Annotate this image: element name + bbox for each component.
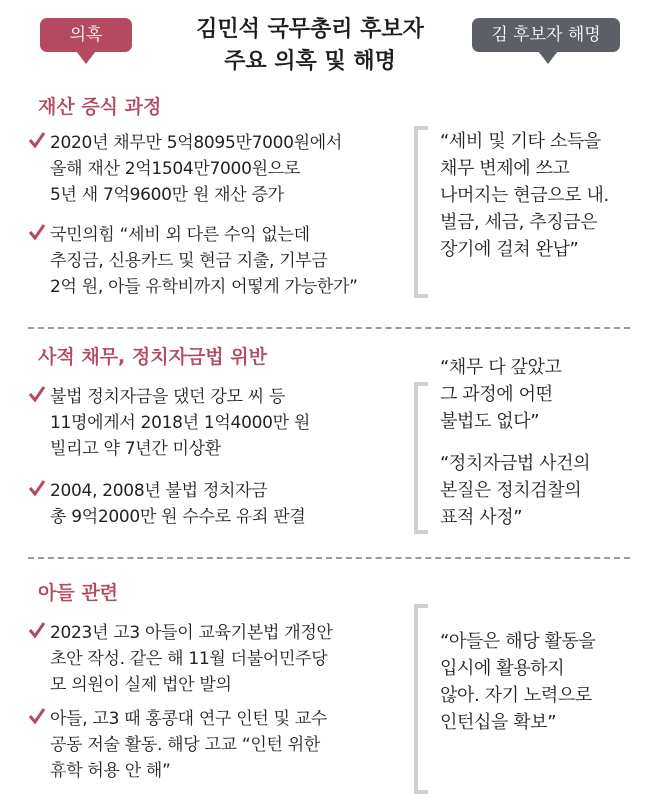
list-item <box>28 130 388 208</box>
explanation-quote: “정치자금법 사건의 본질은 정치검찰의 표적 사정” <box>440 453 591 528</box>
section-title: 아들 관련 <box>38 582 119 604</box>
list-item <box>28 478 388 530</box>
list-item <box>28 706 388 784</box>
item-text: 2004, 2008년 불법 정치자금 총 9억2000만 원 수수로 유죄 판결 <box>50 481 306 527</box>
section-title: 사적 채무, 정치자금법 위반 <box>38 346 267 368</box>
section-assets <box>0 92 658 322</box>
header <box>0 0 658 92</box>
quote-bracket <box>414 126 428 298</box>
explanation-quote: “세비 및 기타 소득을 채무 변제에 쓰고 나머지는 현금으로 내. 벌금, 세금, 추징금은 장기에 걸쳐 완납” <box>440 131 609 260</box>
checkmark-icon <box>28 707 46 725</box>
section-debt <box>0 342 658 542</box>
checkmark-icon <box>28 479 46 497</box>
checkmark-icon <box>28 621 46 639</box>
quote-bracket <box>414 604 428 794</box>
list-item <box>28 222 388 300</box>
section-divider <box>28 327 630 329</box>
section-son <box>0 578 658 808</box>
page-title <box>160 14 460 78</box>
quote-bracket <box>414 382 428 534</box>
allegation-badge: 의혹 <box>40 18 132 52</box>
section-title: 재산 증식 과정 <box>38 96 162 118</box>
item-text: 2023년 고3 아들이 교육기본법 개정안 초안 작성. 같은 해 11월 더불어민주당 모 의원이 실제 법안 발의 <box>50 623 333 695</box>
checkmark-icon <box>28 385 46 403</box>
title-line-2: 주요 의혹 및 해명 <box>224 49 396 74</box>
title-line-1: 김민석 국무총리 후보자 <box>196 17 424 42</box>
section-divider <box>28 557 630 559</box>
explanation-quote: “채무 다 갚았고 그 과정에 어떤 불법도 없다” <box>440 357 562 432</box>
checkmark-icon <box>28 223 46 241</box>
list-item <box>28 384 388 462</box>
item-text: 국민의힘 “세비 외 다른 수익 없는데 추징금, 신용카드 및 현금 지출, 기부금 2억 원, 아들 유학비까지 어떻게 가능한가” <box>50 225 358 297</box>
item-text: 2020년 채무만 5억8095만7000원에서 올해 재산 2억1504만7000원으로 5년 새 7억9600만 원 재산 증가 <box>50 133 343 205</box>
explanation-badge: 김 후보자 해명 <box>472 18 620 52</box>
list-item <box>28 620 388 698</box>
explanation-quote: “아들은 해당 활동을 입시에 활용하지 않아. 자기 노력으로 인턴십을 확보” <box>440 631 596 733</box>
checkmark-icon <box>28 131 46 149</box>
item-text: 불법 정치자금을 댔던 강모 씨 등 11명에게서 2018년 1억4000만 원 빌리고 약 7년간 미상환 <box>50 387 310 459</box>
item-text: 아들, 고3 때 홍콩대 연구 인턴 및 교수 공동 저술 활동. 해당 고교 “인턴 위한 휴학 허용 안 해” <box>50 709 328 781</box>
